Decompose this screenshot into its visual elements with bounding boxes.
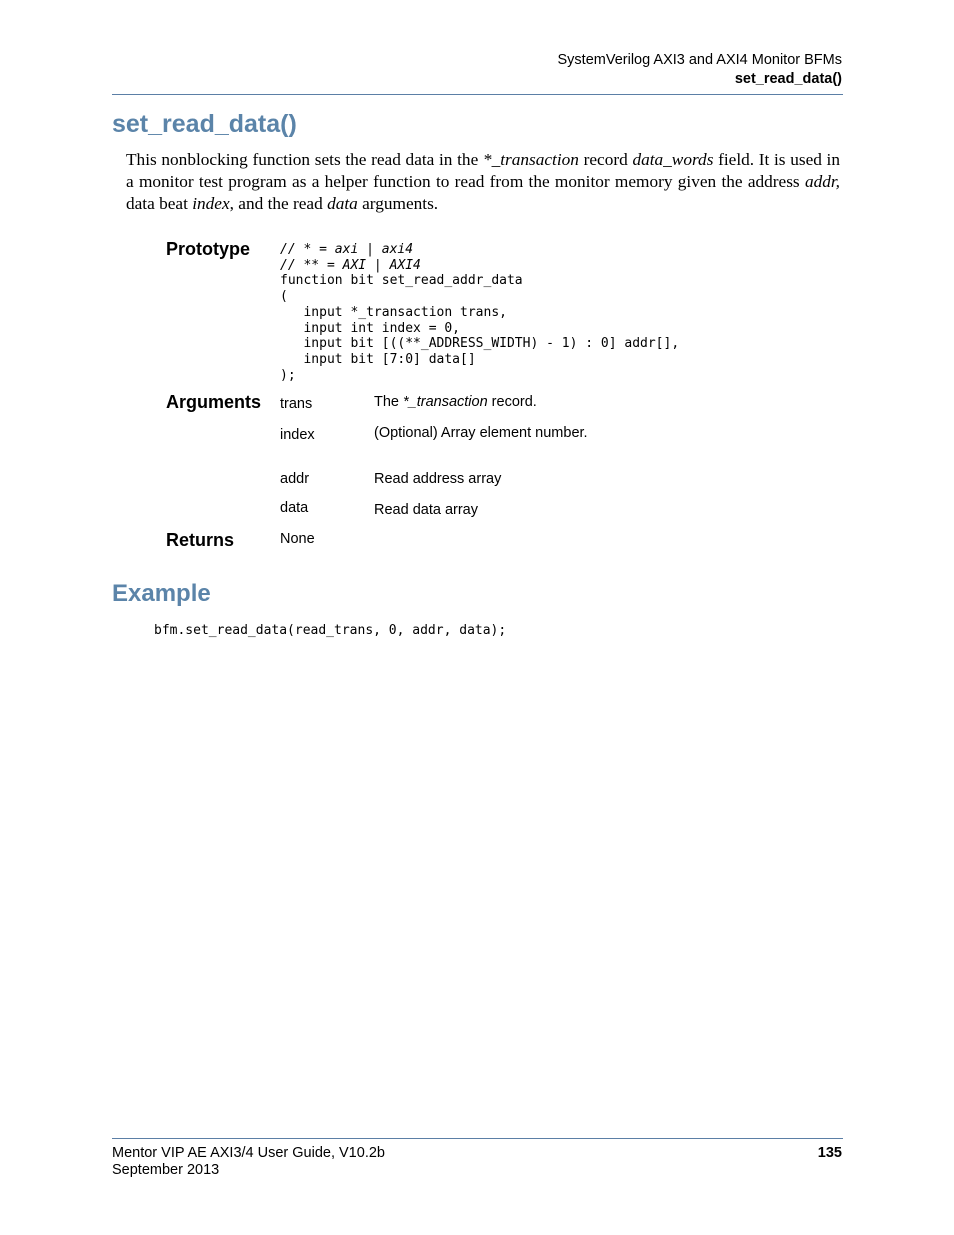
argument-description: The *_transaction record. xyxy=(374,394,537,410)
prototype-code xyxy=(280,242,679,383)
code-comment-line: // ** = AXI | AXI4 xyxy=(280,257,421,273)
argument-name: index xyxy=(280,427,315,443)
prototype-label: Prototype xyxy=(166,239,251,259)
example-code: bfm.set_read_data(read_trans, 0, addr, data); xyxy=(154,623,507,638)
footer-document-title: Mentor VIP AE AXI3/4 User Guide, V10.2b xyxy=(112,1145,385,1161)
code-line: ); xyxy=(280,367,296,383)
page-number: 135 xyxy=(817,1145,842,1161)
code-line: function bit set_read_addr_data xyxy=(280,273,523,289)
returns-value: None xyxy=(280,531,315,547)
argument-name: addr xyxy=(280,471,310,487)
intro-paragraph: This nonblocking function sets the read data in the *_transaction record data_words field. It is used in a monitor test program as a helper function to read from the monitor memory given the address addr, data beat index, and the read data arguments. xyxy=(126,150,841,213)
argument-description: Read data array xyxy=(374,502,478,518)
code-line: input *_transaction trans, xyxy=(280,304,507,320)
example-heading: Example xyxy=(112,580,211,607)
code-line: ( xyxy=(280,289,288,305)
returns-label: Returns xyxy=(166,530,235,550)
argument-name: trans xyxy=(280,396,313,412)
code-comment-line: // * = axi | axi4 xyxy=(280,242,414,257)
arguments-label: Arguments xyxy=(166,392,262,412)
running-header xyxy=(558,51,843,89)
header-chapter: SystemVerilog AXI3 and AXI4 Monitor BFMs xyxy=(557,52,842,68)
footer-info xyxy=(112,1145,385,1179)
code-line: input bit [7:0] data[] xyxy=(280,351,476,367)
header-section: set_read_data() xyxy=(734,71,842,87)
footer-rule xyxy=(112,1138,843,1139)
code-line: input int index = 0, xyxy=(280,320,461,336)
argument-name: data xyxy=(280,500,309,516)
code-line: input bit [((**_ADDRESS_WIDTH) - 1) : 0] addr[], xyxy=(280,336,680,352)
page-title: set_read_data() xyxy=(112,110,297,138)
argument-description: Read address array xyxy=(374,471,502,487)
argument-description: (Optional) Array element number. xyxy=(374,425,588,441)
header-rule xyxy=(112,94,843,95)
footer-date: September 2013 xyxy=(112,1162,220,1178)
